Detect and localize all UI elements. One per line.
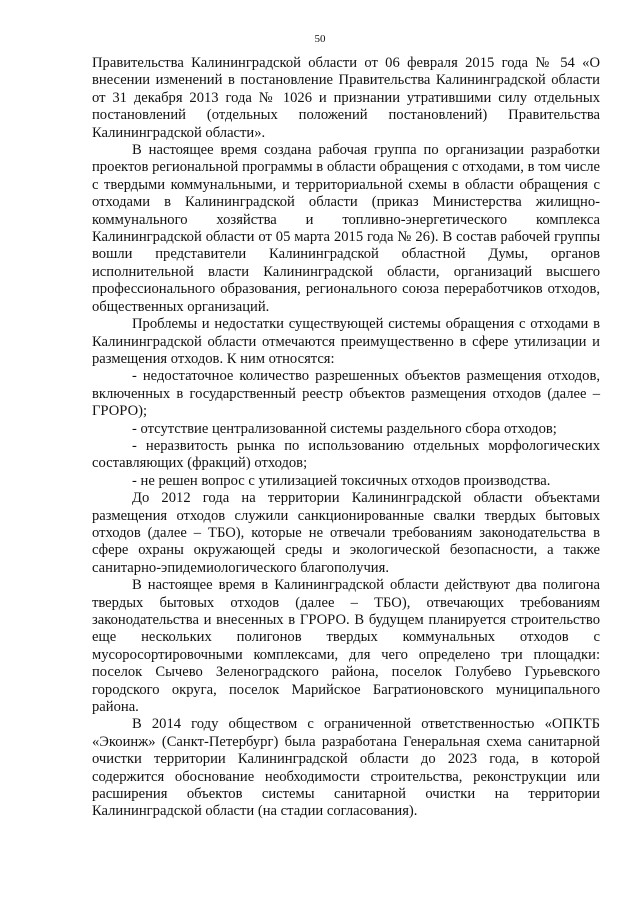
paragraph-landfills: В настоящее время в Калининградской области действуют два полигона твердых бытовых отходов (далее – ТБО), отвечающих требованиям законодательства и внесенных в ГРОРО. В будущем планируется строительство еще нескольких полигонов твердых коммунальных отходов с мусоросортировочными комплексами, для чего определено три площадки: поселок Сычево Зеленоградского района, поселок Голубево Гурьевского городского округа, поселок Марийское Багратионовского муниципального района. bbox=[92, 577, 600, 716]
paragraph-problems: Проблемы и недостатки существующей системы обращения с отходами в Калининградской области отмечаются преимущественно в сфере утилизации и размещения отходов. К ним относятся: bbox=[92, 316, 600, 367]
paragraph-working-group: В настоящее время создана рабочая группа по организации разработки проектов региональной программы в области обращения с отходами, в том числе с твердыми коммунальными, и территориальной схемы в области обращения с отходами в Калининградской области (приказ Министерства жилищно-коммунального хозяйства и топливно-энергетического комплекса Калининградской области от 05 марта 2015 года № 26). В состав рабочей группы вошли представители Калининградской областной Думы, органов исполнительной власти Калининградской области, организаций высшего профессионального образования, регионального союза переработчиков отходов, общественных организаций. bbox=[92, 142, 600, 315]
page-number: 50 bbox=[314, 33, 326, 45]
list-item-separate-collection: - отсутствие централизованной системы раздельного сбора отходов; bbox=[132, 420, 557, 437]
paragraph-continuation: Правительства Калининградской области от 06 февраля 2015 года № 54 «О внесении изменений в постановление Правительства Калининградской области от 31 декабря 2013 года № 1026 и признании утратившими силу отдельных постановлений (отдельных положений постановлений) Правительства Калининградской области». bbox=[92, 55, 600, 141]
list-item-market: - неразвитость рынка по использованию отдельных морфологических составляющих (фракций) отходов; bbox=[92, 437, 600, 472]
document-body bbox=[92, 55, 600, 821]
paragraph-before-2012: До 2012 года на территории Калининградской области объектами размещения отходов служили санкционированные свалки твердых бытовых отходов (далее – ТБО), которые не отвечали требованиям законодательства в сфере охраны окружающей среды и экологической безопасности, а также санитарно-эпидемиологического благополучия. bbox=[92, 490, 600, 576]
list-item-placement-objects: - недостаточное количество разрешенных объектов размещения отходов, включенных в государственный реестр объектов размещения отходов (далее – ГРОРО); bbox=[92, 368, 600, 420]
paragraph-general-scheme: В 2014 году обществом с ограниченной ответственностью «ОПКТБ «Экоинж» (Санкт-Петербург) была разработана Генеральная схема санитарной очистки территории Калининградской области до 2023 года, в которой содержится обоснование необходимости строительства, реконструкции или расширения объектов системы санитарной очистки на территории Калининградской области (на стадии согласования). bbox=[92, 716, 600, 820]
list-item-toxic-waste: - не решен вопрос с утилизацией токсичных отходов производства. bbox=[132, 472, 551, 489]
